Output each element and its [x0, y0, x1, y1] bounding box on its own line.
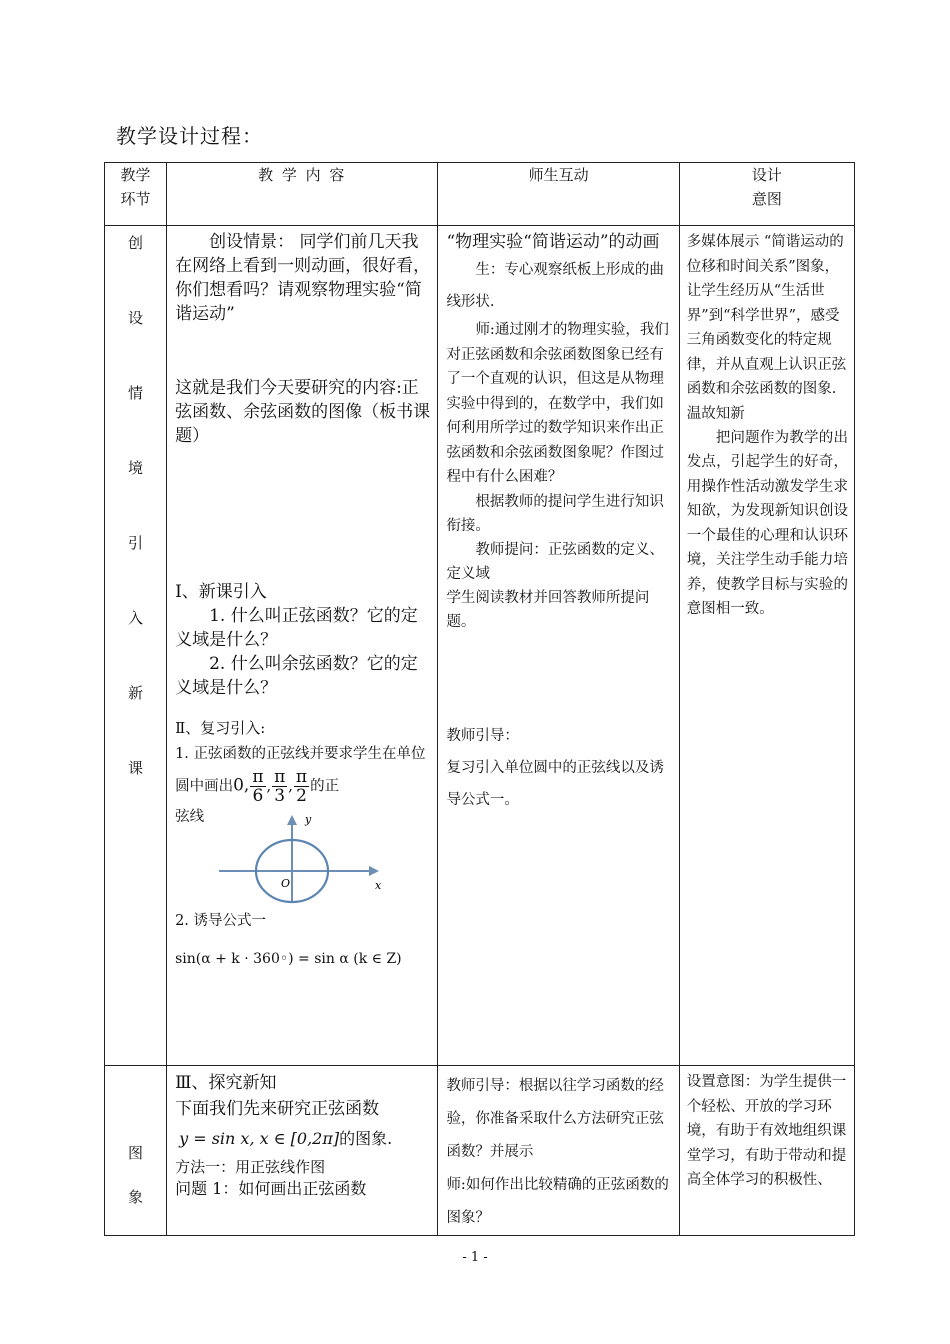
interaction-teacher-guide: 教师引导：	[446, 727, 519, 744]
interaction-animation: “物理实验“简谐运动”的动画	[446, 232, 660, 252]
review-item-1-text: 1. 正弦函数的正弦线并要求学生在单位圆中画出	[175, 746, 426, 795]
stage-char: 创	[128, 234, 144, 252]
header-intent	[679, 163, 854, 226]
method-one: 方法一：用正弦线作图	[175, 1158, 326, 1176]
scenario-text: 创设情景： 同学们前几天我在网络上看到一则动画，很好看，你们想看吗？请观察物理实验“简谐运动”	[175, 232, 431, 324]
review-item-2: 2. 诱导公式一	[175, 913, 267, 929]
header-content-label: 教 学 内 容	[258, 166, 347, 184]
stage-char: 象	[128, 1188, 144, 1206]
sine-domain-formula: y = sin x, x ∈ [0,2π]	[179, 1129, 340, 1148]
interaction-precise-graph: 师:如何作出比较精确的正弦函数的图象？	[446, 1177, 669, 1226]
topic-text: 这就是我们今天要研究的内容:正弦函数、余弦函数的图像（板书课题）	[175, 378, 431, 446]
stage-cell-graph	[105, 1066, 167, 1236]
header-content	[167, 163, 438, 226]
table-row	[105, 226, 855, 1066]
question-one: 问题 1：如何画出正弦函数	[175, 1179, 367, 1198]
fraction-pi-3	[272, 768, 287, 805]
question-cosine: 2. 什么叫余弦函数？它的定义域是什么？	[175, 654, 418, 698]
header-intent-line1: 设计	[751, 166, 782, 184]
intent-environment: 设置意图：为学生提供一个轻松、开放的学习环境，有助于有效地组织课堂学习，有助于带动和提高全体学习的积极性、	[686, 1074, 847, 1188]
interaction-teacher-question: 师:通过刚才的物理实验，我们对正弦函数和余弦函数图象已经有了一个直观的认识，但这是从物理实验中得到的，在数学中，我们如何利用所学过的数学知识来作出正弦函数和余弦函数图象呢？作图过程中有什么困难？	[446, 322, 669, 485]
intent-review: 温故知新	[686, 405, 745, 422]
stage-char: 入	[128, 609, 144, 627]
lesson-design-table	[104, 162, 855, 1236]
stage-char: 引	[128, 534, 144, 552]
header-stage-line2: 环节	[120, 190, 151, 208]
fraction-pi-2	[294, 768, 309, 805]
y-axis-arrow-icon	[287, 815, 297, 825]
explore-intro: 下面我们先来研究正弦函数	[175, 1099, 380, 1119]
section-title-review: Ⅱ、复习引入:	[175, 719, 266, 737]
y-axis-label: y	[305, 815, 312, 826]
header-interaction	[438, 163, 679, 226]
content-cell-intro	[167, 226, 438, 1066]
section-title-new-lesson: Ⅰ、新课引入	[175, 582, 267, 602]
fraction-pi-6	[250, 768, 265, 805]
interaction-student-answer: 学生阅读教材并回答教师所提问题。	[446, 589, 650, 630]
header-stage	[105, 163, 167, 226]
question-sine: 1. 什么叫正弦函数？它的定义域是什么？	[175, 606, 418, 650]
stage-char: 情	[128, 384, 144, 402]
fraction-numerator: π	[295, 767, 308, 787]
stage-char: 图	[128, 1144, 144, 1162]
intent-cell-graph	[679, 1066, 854, 1236]
content-cell-graph	[167, 1066, 438, 1236]
table-row	[105, 1066, 855, 1236]
review-item-1-end: 弦线	[175, 809, 205, 825]
table-header-row	[105, 163, 855, 226]
interaction-knowledge-link: 根据教师的提问学生进行知识衔接。	[446, 493, 664, 534]
stage-char: 课	[128, 759, 144, 777]
explore-formula-line	[175, 1122, 431, 1156]
interaction-cell-graph	[438, 1066, 679, 1236]
stage-char: 境	[128, 459, 144, 477]
origin-label: O	[281, 877, 291, 890]
fraction-denominator: 3	[274, 786, 286, 806]
page-title: 教学设计过程：	[116, 124, 263, 148]
header-intent-line2: 意图	[751, 190, 782, 208]
stage-char: 设	[128, 309, 144, 327]
fraction-comma: ,	[266, 778, 272, 795]
fraction-denominator: 6	[252, 786, 264, 806]
section-title-explore: Ⅲ、探究新知	[175, 1073, 277, 1093]
intent-cell-intro	[679, 226, 854, 1066]
angle-zero: 0,	[233, 775, 250, 796]
explore-formula-end: 的图象.	[339, 1129, 393, 1148]
header-stage-line1: 教学	[120, 166, 151, 184]
fraction-comma: ,	[288, 778, 293, 795]
intent-problem-driven: 把问题作为教学的出发点，引起学生的好奇，用操作性活动激发学生求知欲，为发现新知识创设一个最佳的心理和认识环境，关注学生动手能力培养，使教学目标与实验的意图相一致。	[686, 429, 848, 617]
interaction-review-sine-line: 复习引入单位圆中的正弦线以及诱导公式一。	[446, 759, 664, 808]
review-item-1	[175, 740, 431, 805]
review-item-1-after: 的正	[310, 778, 340, 795]
header-interaction-label: 师生互动	[528, 166, 589, 184]
interaction-definition-question: 教师提问：正弦函数的定义、定义域	[446, 541, 664, 582]
unit-circle-diagram	[175, 815, 435, 905]
intent-multimedia: 多媒体展示 “简谐运动的位移和时间关系”图象，让学生经历从“生活世界”到“科学世界”，感受三角函数变化的特定规律，并从直观上认识正弦函数和余弦函数的图象.	[686, 234, 847, 397]
x-axis-arrow-icon	[369, 866, 379, 876]
stage-cell-intro	[105, 226, 167, 1066]
interaction-student-observe: 生：专心观察纸板上形成的曲线形状.	[446, 262, 664, 310]
stage-char: 新	[128, 684, 144, 702]
x-axis-label: x	[375, 879, 382, 892]
fraction-numerator: π	[274, 767, 286, 787]
interaction-method-guide: 教师引导：根据以往学习函数的经验，你准备采取什么方法研究正弦函数？并展示	[446, 1078, 664, 1160]
induction-formula: sin(α + k · 360◦) = sin α (k ∈ Z)	[175, 951, 402, 967]
fraction-numerator: π	[252, 767, 264, 787]
fraction-denominator: 2	[296, 786, 307, 806]
page-number: - 1 -	[462, 1250, 488, 1265]
interaction-cell-intro	[438, 226, 679, 1066]
